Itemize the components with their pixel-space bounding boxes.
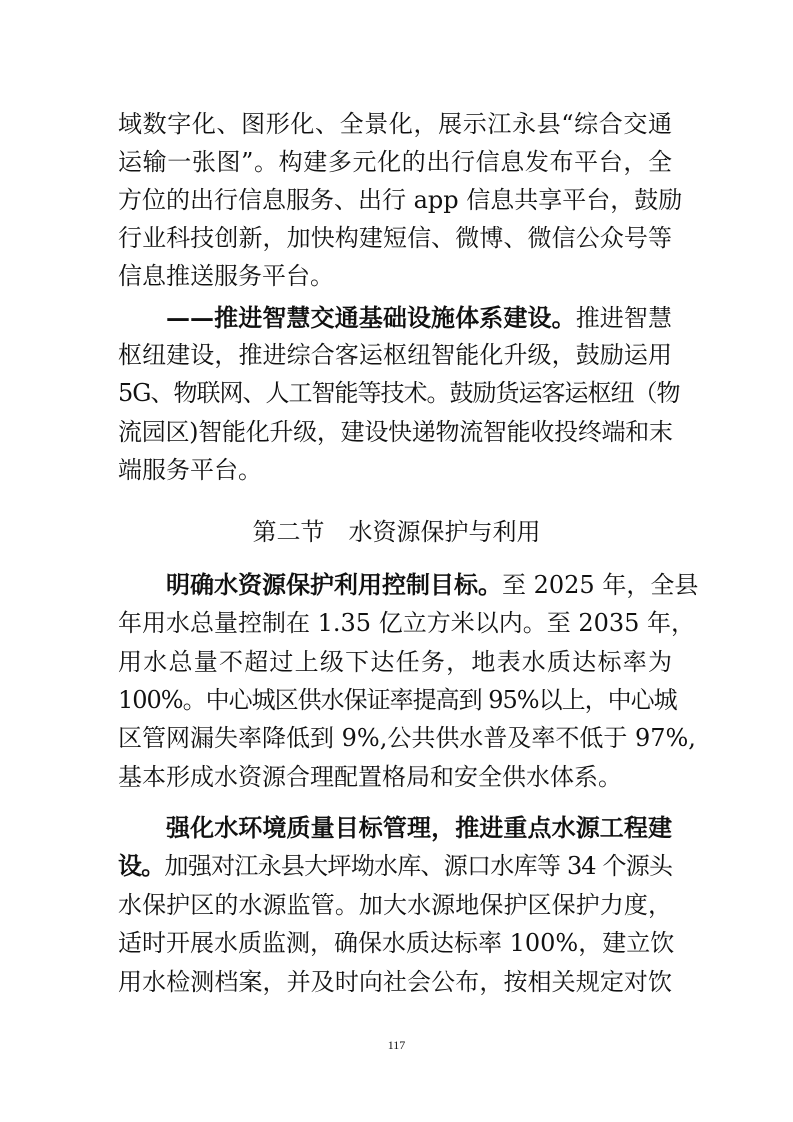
- line-text: 基本形成水资源合理配置格局和安全供水体系。: [118, 763, 622, 791]
- text-line: [118, 967, 672, 997]
- text-line: [118, 647, 672, 677]
- line-text: 年用水总量控制在 1.35 亿立方米以内。至 2035 年，: [118, 609, 696, 637]
- text-line: [118, 455, 672, 485]
- text-line: [118, 261, 672, 291]
- text-line: [118, 223, 672, 253]
- line-text: 5G、物联网、人工智能等技术。鼓励货运客运枢纽（物: [118, 379, 680, 407]
- line-text: 适时开展水质监测，确保水质达标率 100%，建立饮: [118, 929, 675, 957]
- line-text: 域数字化、图形化、全景化，展示江永县“综合交通: [118, 110, 672, 138]
- page-number: 117: [387, 1038, 406, 1052]
- line-text: 端服务平台。: [118, 456, 262, 484]
- text-line: [118, 762, 672, 792]
- text-line: [118, 685, 675, 715]
- text-line: [118, 147, 672, 177]
- line-text: 用水总量不超过上级下达任务，地表水质达标率为: [118, 648, 672, 676]
- text-line: [118, 890, 672, 920]
- text-line: [118, 109, 672, 139]
- line-text: 推进智慧: [575, 304, 673, 332]
- line-text: 流园区)智能化升级，建设快递物流智能收投终端和末: [118, 418, 672, 446]
- text-line: [118, 723, 696, 753]
- line-text: 行业科技创新，加快构建短信、微博、微信公众号等: [118, 224, 672, 252]
- line-text: 至 2025 年，全县: [502, 571, 699, 599]
- text-line: [166, 303, 672, 333]
- text-line: [166, 813, 672, 843]
- line-text: 加强对江永县大坪坳水库、源口水库等 34 个源头: [164, 852, 673, 880]
- text-line: [118, 928, 675, 958]
- text-line: [118, 608, 696, 638]
- line-text: 运输一张图”。构建多元化的出行信息发布平台，全: [118, 148, 672, 176]
- bold-lead-heading: ——推进智慧交通基础设施体系建设。: [166, 303, 576, 332]
- line-text: 信息推送服务平台。: [118, 262, 334, 290]
- line-text: 用水检测档案，并及时向社会公布，按相关规定对饮: [118, 968, 672, 996]
- line-text: 方位的出行信息服务、出行 app 信息共享平台，鼓励: [118, 186, 683, 214]
- bold-lead-heading: 强化水环境质量目标管理，推进重点水源工程建: [166, 813, 672, 842]
- text-line: [166, 570, 699, 600]
- text-line: [118, 417, 672, 447]
- line-text: 区管网漏失率降低到 9%,公共供水普及率不低于 97%,: [118, 724, 696, 752]
- text-line: [118, 185, 683, 215]
- section-heading: 第二节 水资源保护与利用: [252, 518, 541, 546]
- line-text: 枢纽建设，推进综合客运枢纽智能化升级，鼓励运用: [118, 341, 672, 369]
- text-line: [118, 851, 672, 881]
- bold-lead-heading: 设。: [118, 851, 165, 880]
- text-line: [118, 340, 672, 370]
- line-text: 100%。中心城区供水保证率提高到 95%以上，中心城: [118, 686, 677, 714]
- text-line: [118, 378, 680, 408]
- line-text: 水保护区的水源监管。加大水源地保护区保护力度，: [118, 891, 672, 919]
- bold-lead-heading: 明确水资源保护利用控制目标。: [166, 570, 502, 599]
